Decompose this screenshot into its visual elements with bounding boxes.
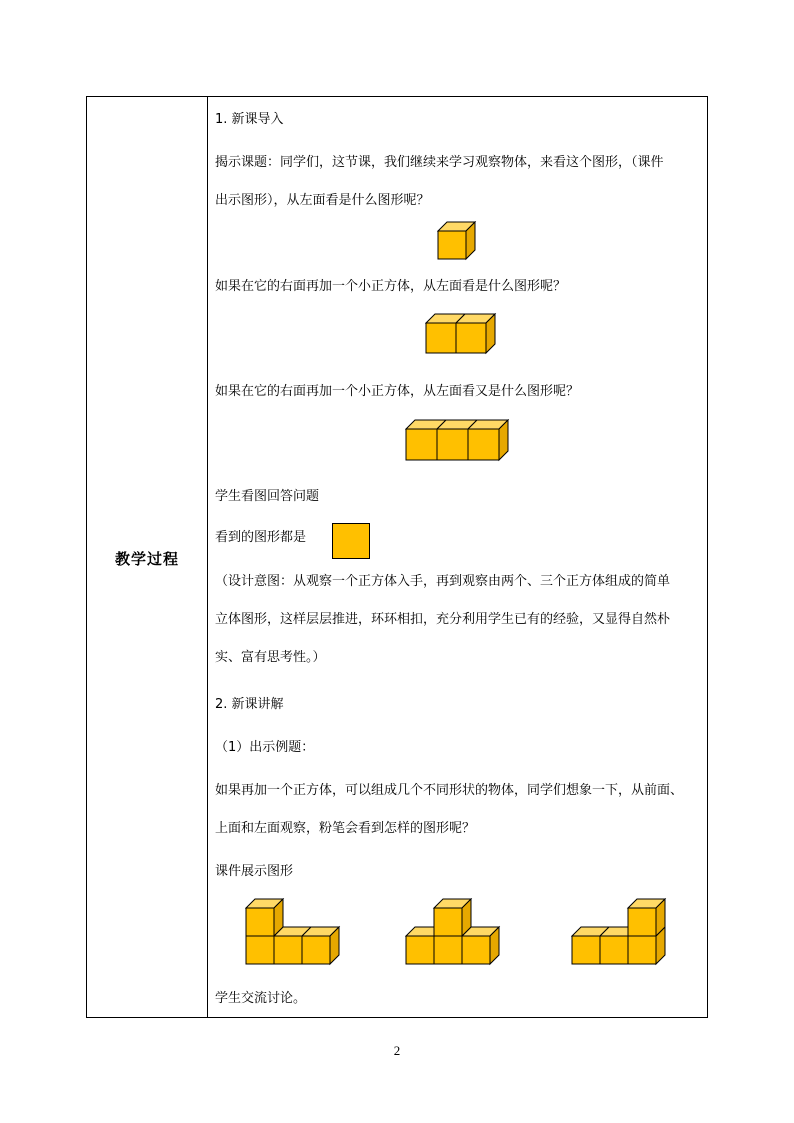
cube-figure-1 [437, 221, 477, 263]
lesson-table [86, 96, 708, 1018]
cube-front-face [274, 936, 302, 964]
text-line-10: 实、富有思考性。） [215, 650, 326, 665]
cube-front-face [438, 231, 466, 259]
cube-front-face [406, 429, 437, 460]
row-label: 教学过程 [114, 550, 179, 568]
cube-front-face [628, 908, 656, 936]
text-line-2: 揭示课题：同学们，这节课，我们继续来学习观察物体，来看这个图形，（课件 [215, 155, 664, 170]
text-line-9: 立体图形，这样层层推进，环环相扣，充分利用学生已有的经验，又显得自然朴 [215, 612, 671, 627]
page-number: 2 [393, 1043, 401, 1058]
cube-front-face [406, 936, 434, 964]
cube-figure-2 [425, 313, 500, 359]
cube-front-face [600, 936, 628, 964]
cube-front-face [246, 936, 274, 964]
cube-front-face [456, 323, 486, 353]
cube-front-face [628, 936, 656, 964]
text-line-11: 2. 新课讲解 [215, 697, 284, 712]
text-line-4: 如果在它的右面再加一个小正方体，从左面看是什么图形呢？ [215, 279, 567, 294]
cube-front-face [302, 936, 330, 964]
text-line-5: 如果在它的右面再加一个小正方体，从左面看又是什么图形呢？ [215, 384, 580, 399]
text-line-6: 学生看图回答问题 [215, 489, 320, 504]
cube-front-face [434, 908, 462, 936]
column-divider [207, 97, 208, 1017]
cube-front-face [462, 936, 490, 964]
cube-front-face [572, 936, 600, 964]
cube-front-face [468, 429, 499, 460]
text-line-3: 出示图形），从左面看是什么图形呢？ [215, 193, 430, 208]
text-line-15: 课件展示图形 [215, 864, 294, 879]
text-line-7: 看到的图形都是 [215, 530, 307, 545]
cube-front-face [434, 936, 462, 964]
text-line-14: 上面和左面观察，粉笔会看到怎样的图形呢？ [215, 821, 476, 836]
text-line-1: 1. 新课导入 [215, 112, 284, 127]
cube-figure-6 [571, 898, 671, 970]
text-line-16: 学生交流讨论。 [215, 991, 307, 1006]
cube-figure-5 [405, 898, 505, 970]
front-view-square [332, 523, 370, 559]
cube-figure-4 [245, 898, 345, 970]
cube-figure-3 [405, 419, 515, 465]
cube-front-face [426, 323, 456, 353]
text-line-12: （1）出示例题： [215, 740, 315, 755]
text-line-13: 如果再加一个正方体，可以组成几个不同形状的物体，同学们想象一下，从前面、 [215, 783, 684, 798]
text-line-8: （设计意图：从观察一个正方体入手，再到观察由两个、三个正方体组成的简单 [215, 574, 671, 589]
cube-front-face [437, 429, 468, 460]
cube-front-face [246, 908, 274, 936]
